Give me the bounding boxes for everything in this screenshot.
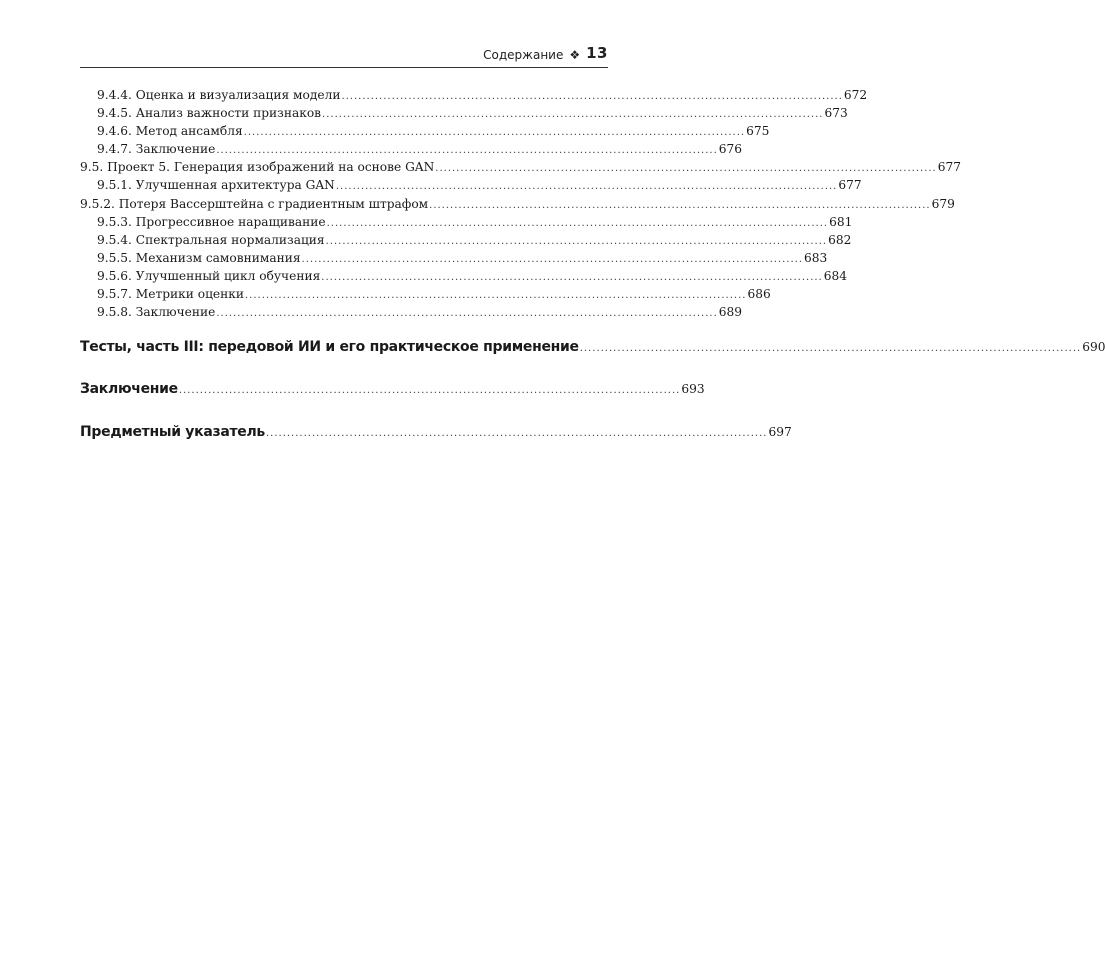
- toc-entry[interactable]: [80, 104, 848, 122]
- toc-entry[interactable]: [80, 213, 853, 231]
- toc-chapter-page: 697: [768, 425, 792, 440]
- header-section-title: Содержание: [483, 48, 564, 62]
- toc-entry-label: 9.5.2. Потеря Вассерштейна с градиентным штрафом: [80, 196, 429, 211]
- toc-chapter-label: Тесты, часть III: передовой ИИ и его практическое применение: [80, 339, 579, 356]
- toc-entry-page: 686: [747, 287, 771, 302]
- toc-entry-page: 681: [829, 214, 853, 229]
- toc-entry[interactable]: [80, 303, 743, 321]
- toc-entry[interactable]: [80, 285, 771, 303]
- toc-entry-label: 9.5.7. Метрики оценки: [97, 287, 244, 302]
- toc-entry[interactable]: [80, 122, 770, 140]
- leader-dots: ........................................................................................................................: [301, 253, 803, 265]
- leader-dots: ........................................................................................................................: [435, 163, 937, 175]
- toc-entry-label: 9.5.8. Заключение: [97, 305, 216, 320]
- toc-entry-label: 9.5.4. Спектральная нормализация: [97, 232, 325, 247]
- toc-entry-page: 677: [838, 178, 862, 193]
- leader-dots: ........................................................................................................................: [243, 127, 746, 139]
- toc-entry-page: 676: [718, 142, 743, 157]
- leader-dots: ........................................................................................................................: [321, 271, 823, 283]
- toc-entry[interactable]: [80, 86, 868, 104]
- leader-dots: ........................................................................................................................: [265, 428, 768, 440]
- toc-chapter-label: Заключение: [80, 381, 178, 398]
- toc-entry-page: 675: [746, 124, 770, 139]
- toc-entry-label: 9.5.6. Улучшенный цикл обучения: [97, 268, 321, 283]
- header-page-number: 13: [586, 44, 608, 62]
- toc-chapter[interactable]: [80, 339, 1105, 361]
- toc-chapter-page: 693: [681, 382, 705, 397]
- leader-dots: ........................................................................................................................: [216, 145, 718, 157]
- header-rule: [80, 67, 608, 68]
- toc-entry-page: 683: [804, 250, 828, 265]
- leader-dots: ........................................................................................................................: [326, 217, 829, 229]
- leader-dots: ........................................................................................................................: [429, 199, 931, 211]
- table-of-contents: [80, 86, 1105, 446]
- leader-dots: ........................................................................................................................: [216, 308, 718, 320]
- toc-entry-page: 677: [937, 160, 961, 175]
- toc-chapter-label: Предметный указатель: [80, 424, 265, 441]
- toc-entry-page: 679: [931, 196, 955, 211]
- running-header: [80, 36, 608, 62]
- toc-entry-page: 672: [843, 88, 868, 102]
- fleuron-icon: ❖: [569, 48, 581, 62]
- toc-entry-label: 9.4.5. Анализ важности признаков: [97, 106, 322, 121]
- toc-entry-label: 9.5.1. Улучшенная архитектура GAN: [97, 178, 335, 193]
- toc-entry-page: 682: [828, 232, 852, 247]
- toc-chapter[interactable]: [80, 381, 705, 403]
- toc-entry-label: 9.4.7. Заключение: [97, 142, 216, 157]
- leader-dots: ........................................................................................................................: [341, 91, 843, 102]
- toc-entry-label: 9.5. Проект 5. Генерация изображений на основе GAN: [80, 160, 435, 175]
- toc-entry[interactable]: [80, 267, 847, 285]
- toc-entry[interactable]: [80, 231, 852, 249]
- toc-entry[interactable]: [80, 195, 955, 213]
- leader-dots: ........................................................................................................................: [325, 235, 828, 247]
- toc-entry-label: 9.4.6. Метод ансамбля: [97, 124, 243, 139]
- toc-entry-page: 673: [824, 106, 848, 121]
- toc-entry-label: 9.4.4. Оценка и визуализация модели: [97, 88, 341, 102]
- toc-chapter[interactable]: [80, 424, 792, 446]
- leader-dots: ........................................................................................................................: [579, 343, 1082, 355]
- toc-chapter-page: 690: [1082, 340, 1105, 355]
- leader-dots: ........................................................................................................................: [335, 181, 838, 193]
- toc-entry[interactable]: [80, 176, 862, 194]
- toc-entry-page: 684: [823, 268, 847, 283]
- leader-dots: ........................................................................................................................: [178, 385, 681, 397]
- toc-entry[interactable]: [80, 140, 743, 158]
- toc-entry[interactable]: [80, 249, 828, 267]
- toc-entry-label: 9.5.3. Прогрессивное наращивание: [97, 214, 326, 229]
- leader-dots: ........................................................................................................................: [244, 290, 747, 302]
- toc-entry[interactable]: [80, 158, 961, 176]
- leader-dots: ........................................................................................................................: [322, 109, 824, 121]
- toc-entry-page: 689: [718, 305, 743, 320]
- toc-entry-label: 9.5.5. Механизм самовнимания: [97, 250, 301, 265]
